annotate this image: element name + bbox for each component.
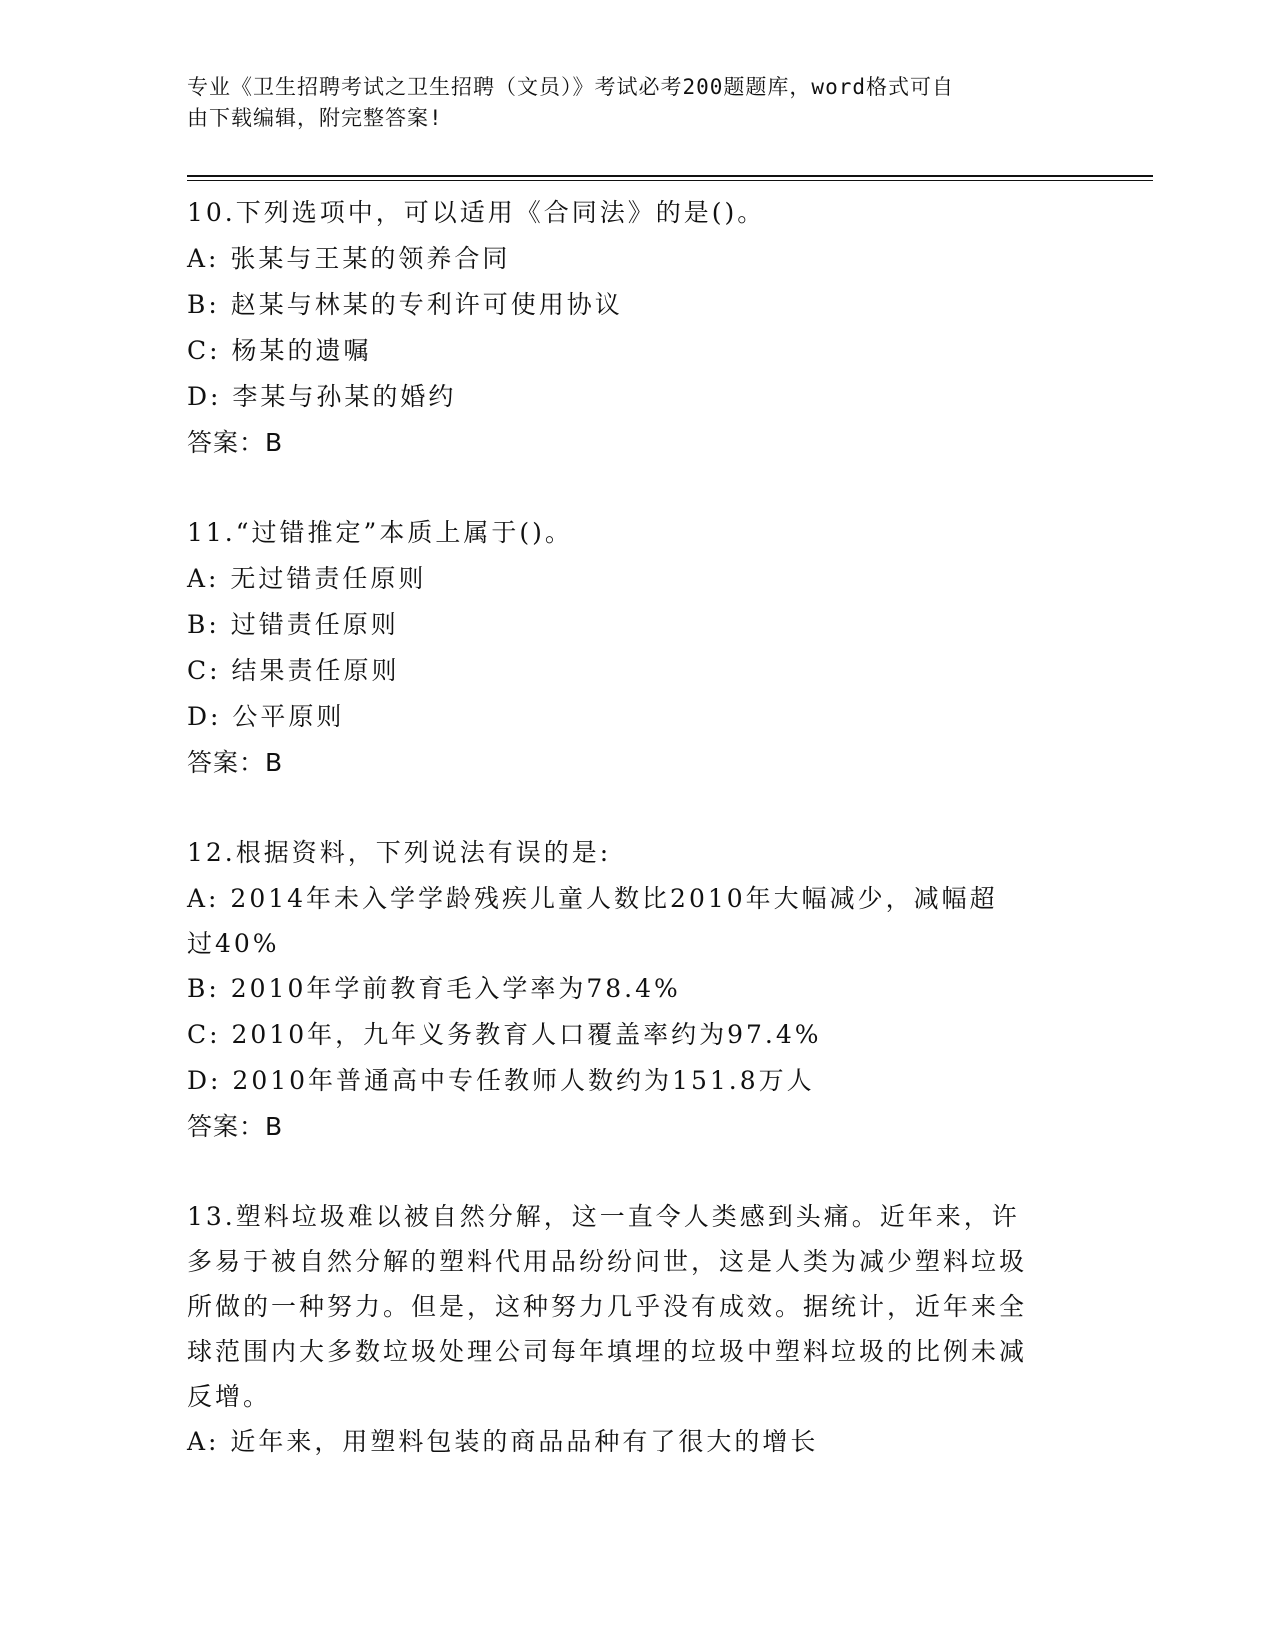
answer-label: 答案：B [187, 428, 284, 457]
question-stem: 11.“过错推定”本质上属于()。 [187, 518, 573, 547]
spacer [187, 786, 1087, 830]
question-11 [187, 510, 1087, 786]
header-divider-thick [187, 175, 1153, 177]
header-title-line-1: 专业《卫生招聘考试之卫生招聘（文员）》考试必考200题题库，word格式可自 [187, 75, 954, 99]
option-c: C: 杨某的遗嘱 [187, 336, 372, 365]
option-d: D: 李某与孙某的婚约 [187, 382, 457, 411]
spacer [187, 1150, 1087, 1194]
option-a: A: 张某与王某的领养合同 [187, 244, 511, 273]
option-d: D: 2010年普通高中专任教师人数约为151.8万人 [187, 1066, 815, 1095]
option-b: B: 2010年学前教育毛入学率为78.4% [187, 974, 681, 1003]
document-body [187, 190, 1087, 1465]
option-c: C: 2010年，九年义务教育人口覆盖率约为97.4% [187, 1020, 822, 1049]
option-a: A: 2014年未入学学龄残疾儿童人数比2010年大幅减少，减幅超过40% [187, 884, 998, 958]
option-a: A: 近年来，用塑料包装的商品品种有了很大的增长 [187, 1427, 819, 1456]
header-divider-thin [187, 180, 1153, 181]
answer-label: 答案：B [187, 1112, 284, 1141]
question-12 [187, 830, 1087, 1150]
spacer [187, 466, 1087, 510]
option-a: A: 无过错责任原则 [187, 564, 427, 593]
question-13 [187, 1194, 1087, 1465]
option-b: B: 过错责任原则 [187, 610, 399, 639]
question-stem: 10.下列选项中，可以适用《合同法》的是()。 [187, 198, 766, 227]
question-stem: 12.根据资料，下列说法有误的是: [187, 838, 612, 867]
question-10 [187, 190, 1087, 466]
option-d: D: 公平原则 [187, 702, 345, 731]
document-header [187, 72, 1067, 134]
option-c: C: 结果责任原则 [187, 656, 400, 685]
question-stem: 13.塑料垃圾难以被自然分解，这一直令人类感到头痛。近年来，许多易于被自然分解的塑料代用品纷纷问世，这是人类为减少塑料垃圾所做的一种努力。但是，这种努力几乎没有成效。据统计，近年来全球范围内大多数垃圾处理公司每年填埋的垃圾中塑料垃圾的比例未减反增。 [187, 1202, 1028, 1411]
option-b: B: 赵某与林某的专利许可使用协议 [187, 290, 623, 319]
answer-label: 答案：B [187, 748, 284, 777]
header-title-line-2: 由下载编辑，附完整答案! [187, 106, 443, 130]
